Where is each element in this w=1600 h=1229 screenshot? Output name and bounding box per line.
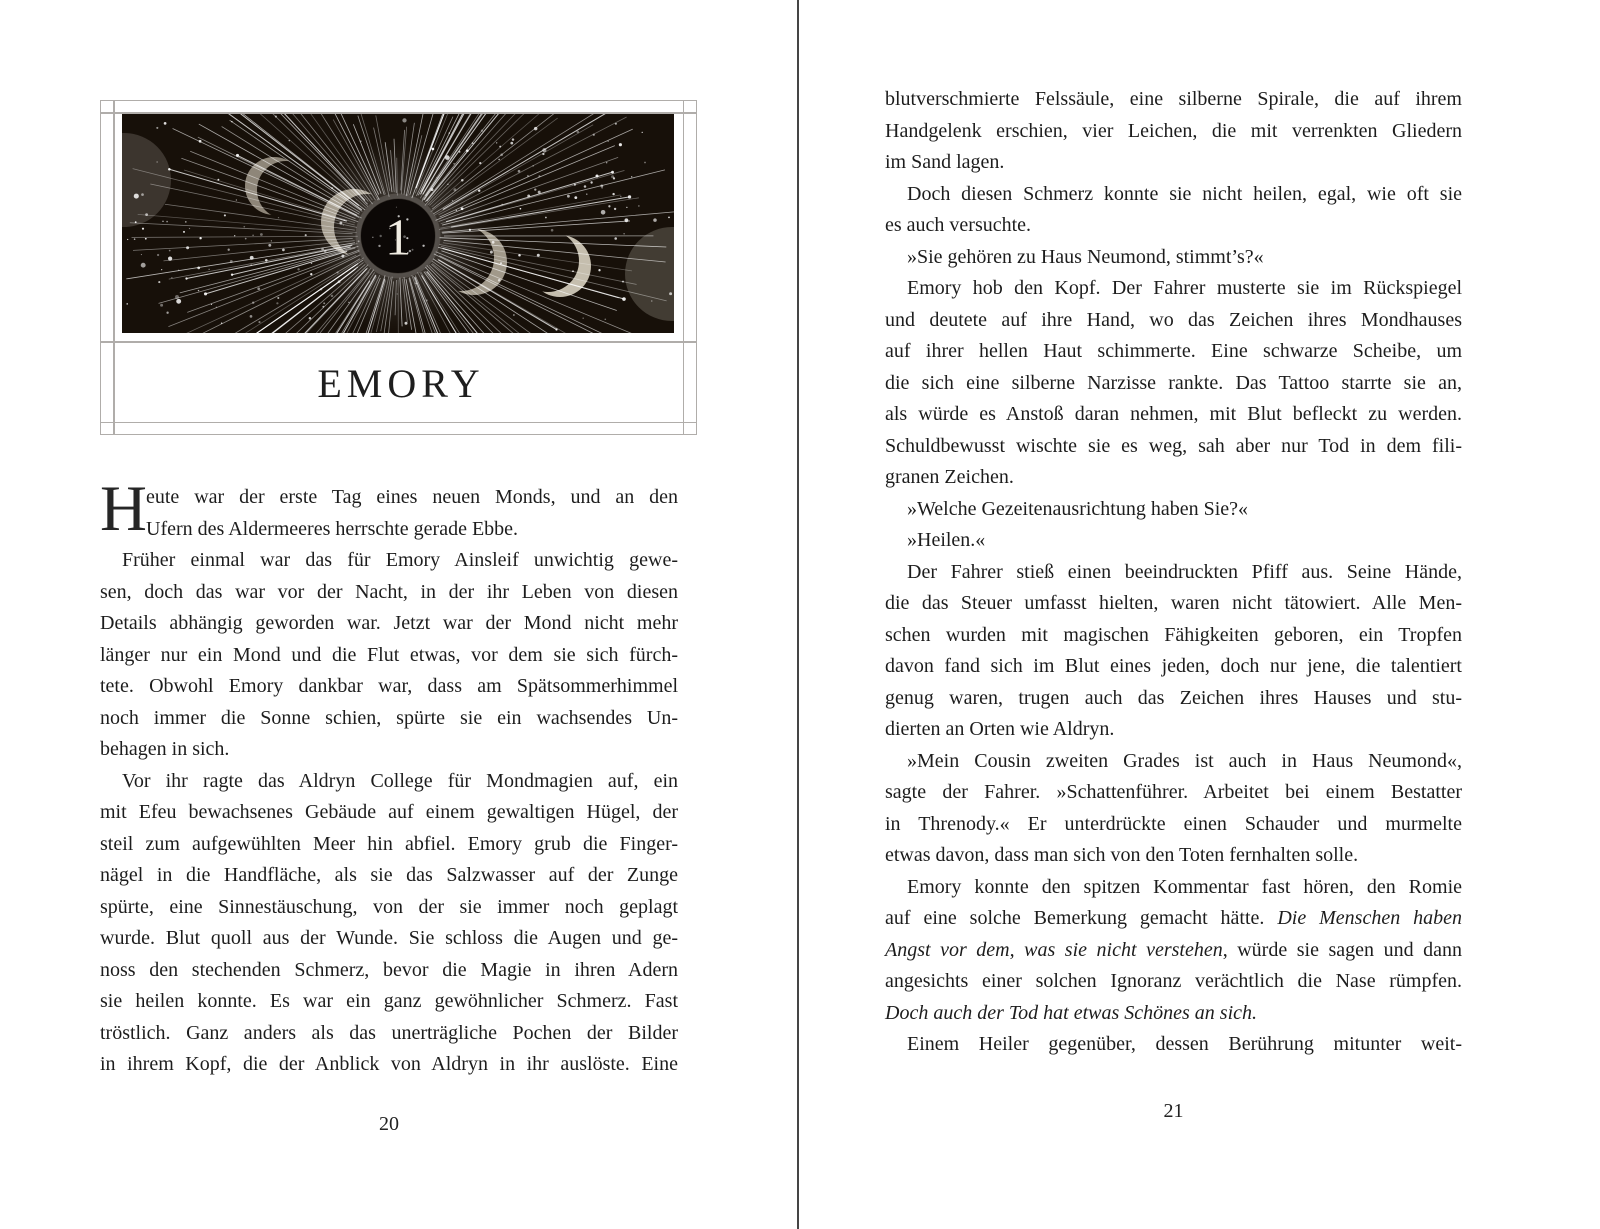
text-line [100, 955, 678, 987]
chapter-number: 1 [385, 209, 411, 267]
text-line [885, 84, 1462, 116]
text-segment: noch immer die Sonne schien, spürte sie ein wachsendes Un- [100, 706, 678, 729]
text-line [885, 1029, 1462, 1061]
text-line [100, 1018, 678, 1050]
text-segment: Vor ihr ragte das Aldryn College für Mondmagien auf, ein [122, 769, 678, 792]
text-line [885, 683, 1462, 715]
text-line [885, 714, 1462, 746]
text-segment: sen, doch das war vor der Nacht, in der ihr Leben von diesen [100, 580, 678, 603]
page-number-right: 21 [1163, 1100, 1184, 1122]
text-segment: noss den stechenden Schmerz, bevor die Magie in ihren Adern [100, 958, 678, 981]
text-line [885, 494, 1462, 526]
left-page [100, 0, 697, 1229]
text-line [100, 703, 678, 735]
text-line [885, 840, 1462, 872]
text-segment: auf eine solche Bemerkung gemacht hätte. [885, 907, 1278, 929]
text-line [885, 872, 1462, 904]
text-line [100, 766, 678, 798]
text-segment: und deutete auf ihre Hand, wo das Zeichen ihres Mondhauses [885, 308, 1462, 331]
text-segment: sie heilen konnte. Es war ein ganz gewöhnlicher Schmerz. Fast [100, 990, 678, 1012]
text-segment: Emory konnte den spitzen Kommentar fast hören, den Romie [907, 875, 1462, 898]
text-segment: steil zum aufgewühlten Meer hin abfiel. Emory grub die Finger- [100, 832, 678, 855]
italic-text-segment: Doch auch der Tod hat etwas Schönes an sich. [885, 1001, 1258, 1024]
body-text-left [100, 482, 678, 1081]
italic-text-segment: Die Menschen haben [1277, 907, 1462, 929]
text-segment: Emory hob den Kopf. Der Fahrer musterte sie im Rückspiegel [907, 277, 1462, 299]
drop-cap: H [100, 473, 147, 545]
text-line [885, 809, 1462, 841]
text-line [885, 651, 1462, 683]
text-segment: Schuldbewusst wischte sie es weg, sah aber nur Tod in dem fili- [885, 434, 1462, 457]
text-line [100, 514, 678, 546]
text-line [885, 966, 1462, 998]
text-line [885, 399, 1462, 431]
moon-phases-illustration [122, 114, 674, 333]
page-number-left: 20 [379, 1113, 399, 1135]
text-segment: in Threnody.« Er unterdrückte einen Schauder und murmelte [885, 812, 1462, 835]
text-segment: schen wurden mit magischen Fähigkeiten geboren, ein Tropfen [885, 623, 1462, 646]
text-segment: tröstlich. Ganz anders als das unerträgliche Pochen der Bilder [100, 1021, 678, 1044]
text-line [100, 734, 678, 766]
text-segment: blutverschmierte Felssäule, eine silberne Spirale, die auf ihrem [885, 88, 1462, 110]
text-segment: länger nur ein Mond und die Flut etwas, vor dem sie sich fürch- [100, 643, 678, 666]
text-line [885, 210, 1462, 242]
right-page [885, 0, 1462, 1229]
text-segment: als würde es Anstoß daran nehmen, mit Blut befleckt zu werden. [885, 403, 1462, 425]
text-segment: »Heilen.« [907, 529, 986, 551]
text-line [100, 892, 678, 924]
text-segment: Einem Heiler gegenüber, dessen Berührung mitunter weit- [907, 1033, 1462, 1055]
text-line [100, 482, 678, 514]
text-segment: Details abhängig geworden war. Jetzt war der Mond nicht mehr [100, 612, 678, 634]
text-line [885, 525, 1462, 557]
text-segment: etwas davon, dass man sich von den Toten fernhalten solle. [885, 844, 1359, 866]
text-segment: im Sand lagen. [885, 151, 1005, 173]
text-line [885, 336, 1462, 368]
text-line [100, 545, 678, 577]
text-segment: Doch diesen Schmerz konnte sie nicht heilen, egal, wie oft sie [907, 182, 1462, 205]
text-line [885, 746, 1462, 778]
text-line [100, 923, 678, 955]
text-line [885, 431, 1462, 463]
text-line [100, 797, 678, 829]
text-line [100, 1049, 678, 1081]
text-line [885, 557, 1462, 589]
text-segment: davon fand sich im Blut eines jeden, doch nur jene, die talentiert [885, 655, 1462, 677]
text-segment: dierten an Orten wie Aldryn. [885, 718, 1115, 740]
page-divider [797, 0, 799, 1229]
text-segment: wurde. Blut quoll aus der Wunde. Sie schloss die Augen und ge- [100, 927, 678, 949]
text-segment: Früher einmal war das für Emory Ainsleif unwichtig gewe- [122, 549, 678, 571]
text-segment: die sich eine silberne Narzisse rankte. Das Tattoo starrte sie an, [885, 371, 1462, 394]
text-line [100, 577, 678, 609]
text-line [885, 242, 1462, 274]
text-line [100, 671, 678, 703]
text-line [885, 620, 1462, 652]
italic-text-segment: Angst vor dem, was sie nicht verstehen [885, 938, 1223, 961]
text-line [100, 608, 678, 640]
text-line [885, 998, 1462, 1030]
text-line [100, 860, 678, 892]
text-line [885, 147, 1462, 179]
text-segment: mit Efeu bewachsenes Gebäude auf einem gewaltigen Hügel, der [100, 801, 678, 823]
chapter-title-band [115, 343, 682, 423]
text-segment: »Welche Gezeitenausrichtung haben Sie?« [907, 497, 1249, 520]
text-line [885, 588, 1462, 620]
text-segment: sagte der Fahrer. »Schattenführer. Arbeitet bei einem Bestatter [885, 781, 1462, 803]
chapter-title: EMORY [317, 360, 485, 406]
chapter-header-frame [100, 100, 697, 435]
text-segment: spürte, eine Sinnestäuschung, von der sie immer noch geplagt [100, 895, 678, 918]
text-line [100, 986, 678, 1018]
text-line [100, 640, 678, 672]
text-segment: Handgelenk erschien, vier Leichen, die mit verrenkten Gliedern [885, 119, 1462, 142]
text-line [885, 935, 1462, 967]
text-segment: in ihrem Kopf, die der Anblick von Aldryn in ihr auslöste. Eine [100, 1053, 678, 1075]
text-segment: die das Steuer umfasst hielten, waren nicht tätowiert. Alle Men- [885, 592, 1462, 614]
text-line [885, 903, 1462, 935]
text-segment: behagen in sich. [100, 738, 230, 760]
text-segment: granen Zeichen. [885, 466, 1014, 488]
text-line [885, 116, 1462, 148]
text-segment: Der Fahrer stieß einen beeindruckten Pfiff aus. Seine Hände, [907, 560, 1462, 583]
text-segment: angesichts einer solchen Ignoranz verächtlich die Nase rümpfen. [885, 970, 1462, 992]
text-segment: es auch versuchte. [885, 214, 1032, 236]
body-text-right [885, 84, 1462, 1061]
text-segment: »Mein Cousin zweiten Grades ist auch in Haus Neumond«, [907, 749, 1462, 772]
text-segment: auf ihrer hellen Haut schimmerte. Eine schwarze Scheibe, um [885, 340, 1462, 362]
text-segment: genug waren, trugen auch das Zeichen ihres Hauses und stu- [885, 686, 1462, 709]
text-segment: Ufern des Aldermeeres herrschte gerade Ebbe. [146, 517, 519, 540]
text-segment: tete. Obwohl Emory dankbar war, dass am Spätsommerhimmel [100, 675, 678, 697]
text-line [885, 368, 1462, 400]
frame-line-right [683, 100, 685, 435]
text-line [885, 179, 1462, 211]
text-line [885, 462, 1462, 494]
text-line [885, 273, 1462, 305]
text-segment: »Sie gehören zu Haus Neumond, stimmt’s?« [907, 245, 1264, 268]
text-line [885, 305, 1462, 337]
text-line [100, 829, 678, 861]
text-segment: eute war der erste Tag eines neuen Monds, und an den [146, 486, 678, 508]
text-segment: nägel in die Handfläche, als sie das Salzwasser auf der Zunge [100, 864, 678, 886]
text-line [885, 777, 1462, 809]
text-segment: , würde sie sagen und dann [1222, 938, 1462, 961]
